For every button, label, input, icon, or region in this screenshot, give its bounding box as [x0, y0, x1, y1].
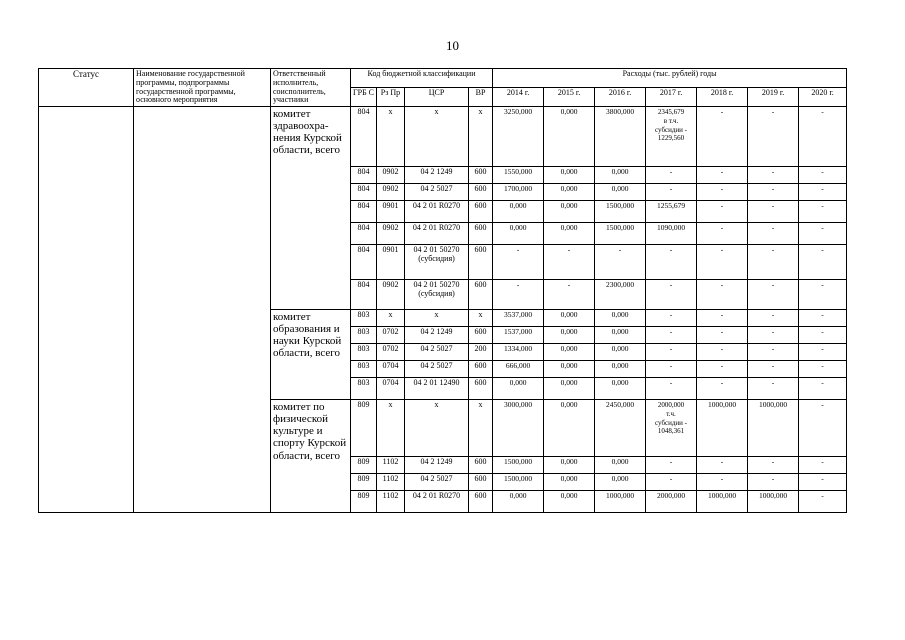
csr-cell: 04 2 5027 [405, 344, 469, 361]
grbs-cell: 809 [351, 491, 377, 513]
grbs-cell: 804 [351, 201, 377, 223]
expense-value-2019: - [748, 327, 799, 344]
expense-value-2019: 1000,000 [748, 491, 799, 513]
expense-value-2020: - [799, 167, 847, 184]
expense-value-2018: - [697, 280, 748, 310]
vr-cell: 600 [469, 378, 493, 400]
expense-value-2014: 0,000 [493, 223, 544, 245]
expense-value-2016: 0,000 [595, 327, 646, 344]
header-status: Статус [39, 69, 134, 107]
header-year-2020: 2020 г. [799, 88, 847, 107]
expense-value-2018: - [697, 378, 748, 400]
grbs-cell: 803 [351, 327, 377, 344]
program-name-cell [134, 107, 271, 513]
expense-value-2020: - [799, 280, 847, 310]
csr-cell: 04 2 01 R0270 [405, 223, 469, 245]
status-cell [39, 107, 134, 513]
expense-value-2020: - [799, 223, 847, 245]
rzpr-cell: 1102 [377, 491, 405, 513]
expense-value-2016: 2300,000 [595, 280, 646, 310]
expense-value-2015: 0,000 [544, 400, 595, 457]
expense-value-2018: - [697, 167, 748, 184]
expense-value-2014: 1500,000 [493, 474, 544, 491]
grbs-cell: 804 [351, 184, 377, 201]
expense-value-2016: 1000,000 [595, 491, 646, 513]
expense-value-2019: - [748, 474, 799, 491]
header-year-2018: 2018 г. [697, 88, 748, 107]
expense-value-2016: 0,000 [595, 167, 646, 184]
expense-value-2014: 1500,000 [493, 457, 544, 474]
vr-cell: 600 [469, 327, 493, 344]
header-program-name: Наименование государственной программы, подпрограммы государственной программы, основного мероприятия [134, 69, 271, 107]
header-year-2015: 2015 г. [544, 88, 595, 107]
expense-value-2017: - [646, 344, 697, 361]
grbs-cell: 809 [351, 457, 377, 474]
grbs-cell: 803 [351, 378, 377, 400]
expense-value-2020: - [799, 310, 847, 327]
expense-value-2020: - [799, 400, 847, 457]
expense-value-2018: - [697, 107, 748, 167]
csr-cell: 04 2 1249 [405, 327, 469, 344]
expense-value-2018: - [697, 344, 748, 361]
expense-value-2016: 0,000 [595, 474, 646, 491]
expense-value-2019: - [748, 223, 799, 245]
expense-value-2020: - [799, 184, 847, 201]
expense-value-2015: 0,000 [544, 327, 595, 344]
rzpr-cell: 0702 [377, 344, 405, 361]
expense-value-2014: 0,000 [493, 491, 544, 513]
rzpr-cell: 0901 [377, 245, 405, 280]
expense-value-2017: - [646, 474, 697, 491]
expense-value-2020: - [799, 457, 847, 474]
vr-cell: 600 [469, 457, 493, 474]
expense-value-2015: 0,000 [544, 491, 595, 513]
grbs-cell: 804 [351, 107, 377, 167]
expense-value-2017: - [646, 378, 697, 400]
expense-value-2018: - [697, 310, 748, 327]
expense-value-2017: - [646, 245, 697, 280]
expense-value-2017: 2000,000 [646, 491, 697, 513]
expense-value-2017: 1090,000 [646, 223, 697, 245]
expense-value-2018: - [697, 361, 748, 378]
grbs-cell: 804 [351, 245, 377, 280]
expense-value-2014: 1537,000 [493, 327, 544, 344]
grbs-cell: 803 [351, 361, 377, 378]
expense-value-2015: 0,000 [544, 201, 595, 223]
vr-cell: х [469, 400, 493, 457]
header-responsible: Ответственный исполнитель, соисполнитель, участники [271, 69, 351, 107]
expense-value-2019: - [748, 378, 799, 400]
expense-value-2018: - [697, 184, 748, 201]
expense-value-2015: 0,000 [544, 344, 595, 361]
expense-value-2019: - [748, 457, 799, 474]
expense-value-2020: - [799, 491, 847, 513]
grbs-cell: 809 [351, 400, 377, 457]
expense-value-2014: 1550,000 [493, 167, 544, 184]
expense-value-2018: 1000,000 [697, 491, 748, 513]
expense-value-2015: - [544, 245, 595, 280]
header-vr: ВР [469, 88, 493, 107]
vr-cell: 600 [469, 223, 493, 245]
rzpr-cell: 0902 [377, 280, 405, 310]
csr-cell: 04 2 1249 [405, 457, 469, 474]
grbs-cell: 804 [351, 280, 377, 310]
expense-value-2014: 0,000 [493, 378, 544, 400]
expense-value-2017: - [646, 310, 697, 327]
rzpr-cell: х [377, 400, 405, 457]
expense-value-2016: 3800,000 [595, 107, 646, 167]
header-rzpr: Рз Пр [377, 88, 405, 107]
expense-value-2019: 1000,000 [748, 400, 799, 457]
csr-cell: 04 2 5027 [405, 184, 469, 201]
grbs-cell: 809 [351, 474, 377, 491]
expense-value-2017: 1255,679 [646, 201, 697, 223]
expense-value-2020: - [799, 327, 847, 344]
expense-value-2015: 0,000 [544, 310, 595, 327]
rzpr-cell: 0902 [377, 167, 405, 184]
csr-cell: 04 2 5027 [405, 361, 469, 378]
csr-cell: 04 2 01 50270 (субсидия) [405, 280, 469, 310]
expense-value-2019: - [748, 184, 799, 201]
responsible-executor: комитет здравоохра-нения Курской области, всего [271, 107, 351, 310]
rzpr-cell: 0902 [377, 184, 405, 201]
expense-value-2014: 3537,000 [493, 310, 544, 327]
expense-value-2014: - [493, 280, 544, 310]
grbs-cell: 803 [351, 344, 377, 361]
vr-cell: 600 [469, 167, 493, 184]
expense-value-2014: 1334,000 [493, 344, 544, 361]
header-year-2019: 2019 г. [748, 88, 799, 107]
rzpr-cell: 1102 [377, 474, 405, 491]
csr-cell: х [405, 107, 469, 167]
expense-value-2017: 2000,000 т.ч. субсидии - 1048,361 [646, 400, 697, 457]
vr-cell: 600 [469, 280, 493, 310]
expense-value-2019: - [748, 361, 799, 378]
rzpr-cell: 0702 [377, 327, 405, 344]
expense-value-2019: - [748, 280, 799, 310]
header-budget-code: Код бюджетной классификации [351, 69, 493, 88]
expense-value-2020: - [799, 344, 847, 361]
csr-cell: 04 2 01 R0270 [405, 491, 469, 513]
expense-value-2020: - [799, 361, 847, 378]
vr-cell: 600 [469, 245, 493, 280]
expense-value-2020: - [799, 245, 847, 280]
expense-value-2017: - [646, 167, 697, 184]
csr-cell: х [405, 400, 469, 457]
expense-value-2017: - [646, 327, 697, 344]
rzpr-cell: 0704 [377, 361, 405, 378]
expense-value-2018: - [697, 245, 748, 280]
expense-value-2014: 0,000 [493, 201, 544, 223]
header-csr: ЦСР [405, 88, 469, 107]
expense-value-2019: - [748, 310, 799, 327]
vr-cell: х [469, 310, 493, 327]
expense-value-2019: - [748, 344, 799, 361]
expense-value-2014: 3250,000 [493, 107, 544, 167]
expense-value-2017: - [646, 184, 697, 201]
header-grbs: ГРБ С [351, 88, 377, 107]
vr-cell: 600 [469, 491, 493, 513]
rzpr-cell: х [377, 107, 405, 167]
rzpr-cell: х [377, 310, 405, 327]
csr-cell: х [405, 310, 469, 327]
expense-value-2019: - [748, 107, 799, 167]
expense-value-2016: 0,000 [595, 457, 646, 474]
expense-value-2015: 0,000 [544, 107, 595, 167]
expense-value-2016: - [595, 245, 646, 280]
table-body [39, 107, 847, 513]
expense-value-2014: 666,000 [493, 361, 544, 378]
expense-value-2018: 1000,000 [697, 400, 748, 457]
grbs-cell: 804 [351, 223, 377, 245]
page-number: 10 [446, 38, 459, 53]
vr-cell: х [469, 107, 493, 167]
grbs-cell: 803 [351, 310, 377, 327]
csr-cell: 04 2 01 R0270 [405, 201, 469, 223]
expense-value-2018: - [697, 474, 748, 491]
expense-value-2016: 1500,000 [595, 223, 646, 245]
csr-cell: 04 2 1249 [405, 167, 469, 184]
header-year-2017: 2017 г. [646, 88, 697, 107]
expense-value-2014: 1700,000 [493, 184, 544, 201]
responsible-executor: комитет по физической культуре и спорту Курской области, всего [271, 400, 351, 513]
vr-cell: 600 [469, 201, 493, 223]
rzpr-cell: 1102 [377, 457, 405, 474]
budget-table [38, 68, 847, 513]
expense-value-2020: - [799, 378, 847, 400]
expense-value-2016: 0,000 [595, 310, 646, 327]
expense-value-2020: - [799, 107, 847, 167]
header-expenses: Расходы (тыс. рублей) годы [493, 69, 847, 88]
expense-value-2018: - [697, 457, 748, 474]
vr-cell: 200 [469, 344, 493, 361]
csr-cell: 04 2 01 50270 (субсидия) [405, 245, 469, 280]
csr-cell: 04 2 01 12490 [405, 378, 469, 400]
rzpr-cell: 0901 [377, 201, 405, 223]
expense-value-2019: - [748, 201, 799, 223]
header-year-2016: 2016 г. [595, 88, 646, 107]
expense-value-2014: - [493, 245, 544, 280]
vr-cell: 600 [469, 184, 493, 201]
expense-value-2015: 0,000 [544, 361, 595, 378]
table-row [39, 107, 847, 167]
expense-value-2018: - [697, 223, 748, 245]
expense-value-2017: - [646, 457, 697, 474]
responsible-executor: комитет образования и науки Курской области, всего [271, 310, 351, 400]
expense-value-2015: 0,000 [544, 457, 595, 474]
expense-value-2016: 0,000 [595, 184, 646, 201]
rzpr-cell: 0704 [377, 378, 405, 400]
expense-value-2018: - [697, 201, 748, 223]
grbs-cell: 804 [351, 167, 377, 184]
expense-value-2020: - [799, 201, 847, 223]
expense-value-2020: - [799, 474, 847, 491]
expense-value-2016: 1500,000 [595, 201, 646, 223]
expense-value-2016: 0,000 [595, 361, 646, 378]
expense-value-2018: - [697, 327, 748, 344]
expense-value-2015: 0,000 [544, 184, 595, 201]
rzpr-cell: 0902 [377, 223, 405, 245]
expense-value-2016: 2450,000 [595, 400, 646, 457]
expense-value-2015: 0,000 [544, 167, 595, 184]
csr-cell: 04 2 5027 [405, 474, 469, 491]
vr-cell: 600 [469, 474, 493, 491]
expense-value-2019: - [748, 245, 799, 280]
expense-value-2015: - [544, 280, 595, 310]
vr-cell: 600 [469, 361, 493, 378]
expense-value-2015: 0,000 [544, 474, 595, 491]
expense-value-2015: 0,000 [544, 223, 595, 245]
header-year-2014: 2014 г. [493, 88, 544, 107]
expense-value-2014: 3000,000 [493, 400, 544, 457]
expense-value-2017: - [646, 361, 697, 378]
expense-value-2015: 0,000 [544, 378, 595, 400]
expense-value-2019: - [748, 167, 799, 184]
expense-value-2016: 0,000 [595, 344, 646, 361]
header-row-1 [39, 69, 847, 88]
expense-value-2017: 2345,679 в т.ч. субсидии - 1229,560 [646, 107, 697, 167]
expense-value-2017: - [646, 280, 697, 310]
expense-value-2016: 0,000 [595, 378, 646, 400]
